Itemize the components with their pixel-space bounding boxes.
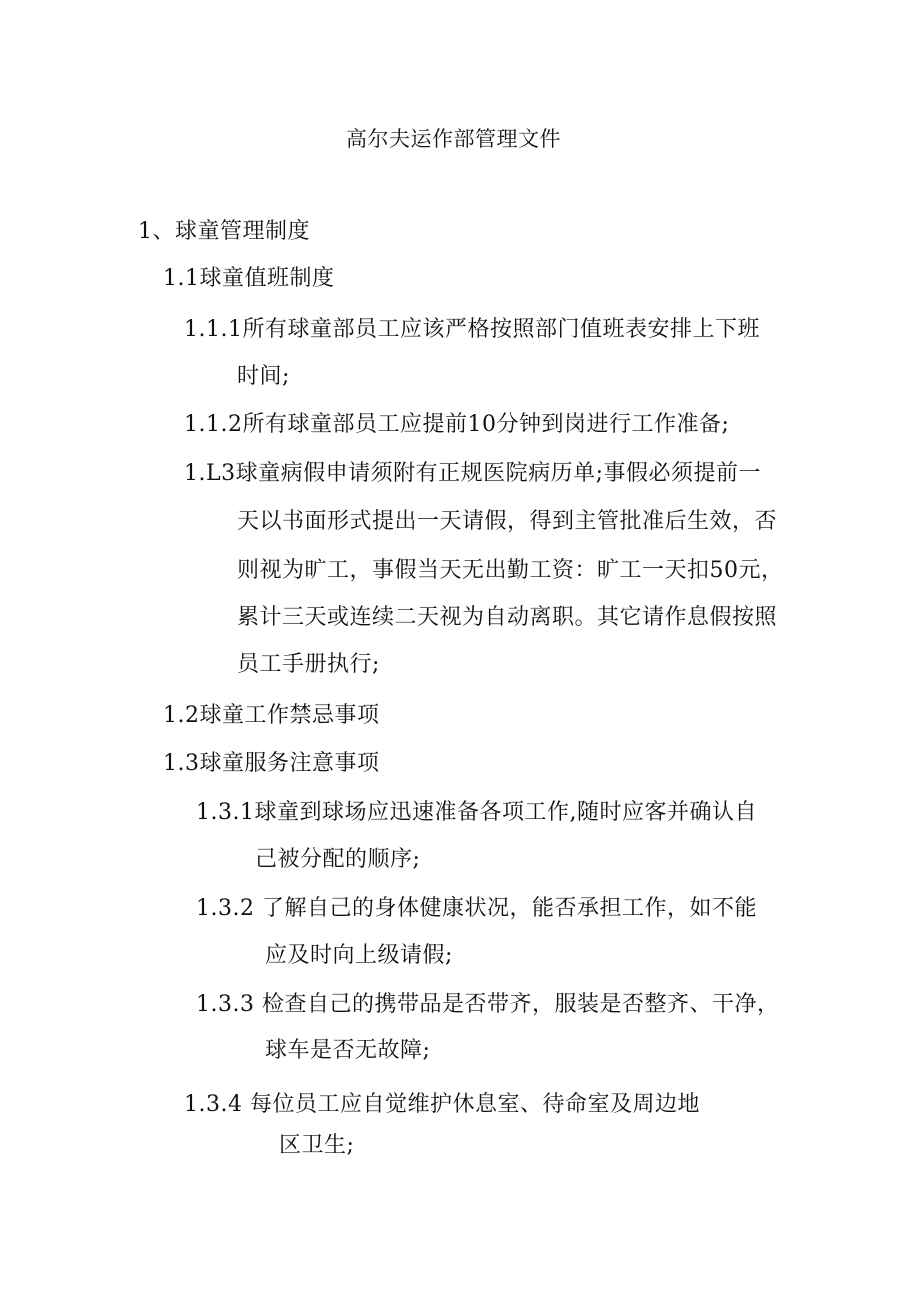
item-1-1-3-line-4: 累计三天或连续二天视为自动离职。其它请作息假按照 [237, 605, 778, 630]
item-1-1-3-line-5: 员工手册执行; [237, 652, 380, 677]
item-1-3-3-line-1: 1.3.3 检查自己的携带品是否带齐，服装是否整齐、干净， [196, 992, 780, 1017]
subsection-heading-1-3: 1.3球童服务注意事项 [163, 751, 380, 776]
section-heading-1: 1、球童管理制度 [138, 219, 310, 244]
item-1-3-2-line-2: 应及时向上级请假; [265, 943, 453, 968]
item-1-1-1-line-2: 时间; [237, 364, 290, 389]
document-title: 高尔夫运作部管理文件 [346, 127, 561, 151]
item-1-3-4-line-1: 1.3.4 每位员工应自觉维护休息室、待命室及周边地 [184, 1092, 700, 1117]
item-1-1-3-line-3: 则视为旷工，事假当天无出勤工资：旷工一天扣50元， [237, 558, 784, 583]
item-1-1-3-line-1: 1.L3球童病假申请须附有正规医院病历单;事假必须提前一 [184, 461, 762, 486]
item-1-3-2-line-1: 1.3.2 了解自己的身体健康状况，能否承担工作，如不能 [196, 896, 757, 921]
item-1-1-2-line-1: 1.1.2所有球童部员工应提前10分钟到岗进行工作准备; [184, 412, 730, 437]
item-1-1-3-line-2: 天以书面形式提出一天请假，得到主管批准后生效，否 [237, 509, 778, 534]
subsection-heading-1-2: 1.2球童工作禁忌事项 [163, 703, 380, 728]
subsection-heading-1-1: 1.1球童值班制度 [163, 266, 335, 291]
item-1-3-3-line-2: 球车是否无故障; [265, 1038, 431, 1063]
item-1-3-4-line-2: 区卫生; [279, 1133, 355, 1158]
item-1-1-1-line-1: 1.1.1所有球童部员工应该严格按照部门值班表安排上下班 [184, 317, 760, 342]
item-1-3-1-line-1: 1.3.1球童到球场应迅速准备各项工作,随时应客并确认自 [196, 800, 757, 825]
item-1-3-1-line-2: 己被分配的顺序; [255, 847, 421, 872]
